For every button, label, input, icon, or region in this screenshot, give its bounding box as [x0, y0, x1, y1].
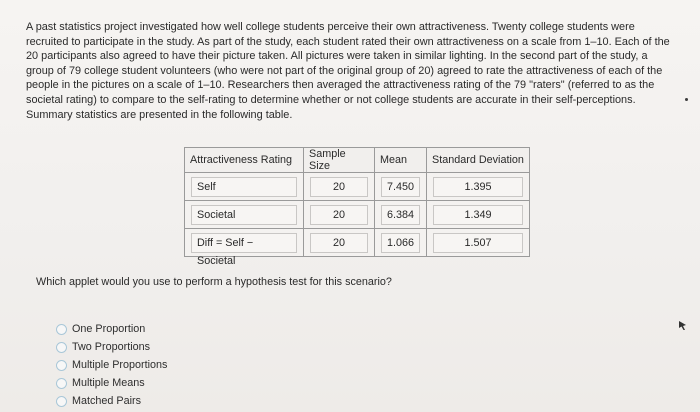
cell-sd-value: 1.349 — [433, 205, 523, 225]
option-multiple-means[interactable] — [56, 374, 167, 392]
cell-mean-value: 7.450 — [381, 177, 420, 197]
dot-icon — [685, 98, 688, 101]
option-label: Two Proportions — [72, 341, 151, 353]
cell-sd — [427, 173, 530, 201]
radio-button[interactable] — [56, 324, 67, 335]
passage-line: 20 participants also agreed to have their picture taken. All pictures were taken in similar lighting. In the second part of the study, a — [26, 50, 648, 63]
question-prompt: Which applet would you use to perform a hypothesis test for this scenario? — [36, 276, 392, 288]
passage-line: societal rating) to compare to the self-rating to determine whether or not college students are accurate in their self-perceptions. — [26, 93, 636, 106]
cell-rating — [185, 201, 304, 229]
cell-mean — [375, 173, 427, 201]
header-standard-deviation: Standard Deviation — [427, 148, 530, 173]
table-row — [185, 173, 530, 201]
summary-statistics-table — [184, 147, 530, 267]
passage-line: Summary statistics are presented in the following table. — [26, 108, 293, 121]
cell-sd-value: 1.395 — [433, 177, 523, 197]
radio-button[interactable] — [56, 396, 67, 407]
cell-sample-size-value: 20 — [310, 205, 368, 225]
cell-rating — [185, 173, 304, 201]
table-header-row — [185, 148, 530, 173]
cell-rating-value: Self — [191, 177, 297, 197]
cell-sample-size — [304, 173, 375, 201]
table-row — [185, 201, 530, 229]
cell-sd — [427, 201, 530, 229]
header-sample-size: Sample Size — [304, 148, 375, 173]
radio-button[interactable] — [56, 342, 67, 353]
cell-mean-value: 1.066 — [381, 233, 420, 253]
cell-sd-value: 1.507 — [433, 233, 523, 253]
option-multiple-proportions[interactable] — [56, 356, 167, 374]
cell-mean-value: 6.384 — [381, 205, 420, 225]
passage-line: people in the pictures on a scale of 1–10. Researchers then averaged the attractiveness rating of the 79 "raters" (referred to as the — [26, 79, 655, 92]
cell-sample-size-value: 20 — [310, 233, 368, 253]
radio-button[interactable] — [56, 378, 67, 389]
cell-rating-value: Diff = Self − Societal — [191, 233, 297, 253]
header-attractiveness-rating: Attractiveness Rating — [185, 148, 304, 173]
cell-mean — [375, 229, 427, 257]
answer-options — [56, 320, 167, 410]
scenario-passage — [26, 20, 690, 122]
option-label: Matched Pairs — [72, 395, 142, 407]
option-matched-pairs[interactable] — [56, 392, 167, 410]
passage-line: recruited to participate in the study. As part of the study, each student rated their own attractiveness on a scale from 1–10. Each of the — [26, 35, 670, 48]
option-label: Multiple Means — [72, 377, 145, 389]
cell-sample-size — [304, 201, 375, 229]
option-label: One Proportion — [72, 323, 146, 335]
cell-mean — [375, 201, 427, 229]
mouse-cursor-icon — [679, 321, 687, 330]
cell-sample-size — [304, 229, 375, 257]
header-mean: Mean — [375, 148, 427, 173]
cell-sample-size-value: 20 — [310, 177, 368, 197]
radio-button[interactable] — [56, 360, 67, 371]
table-row — [185, 229, 530, 257]
passage-line: A past statistics project investigated how well college students perceive their own attractiveness. Twenty college students were — [26, 21, 635, 33]
option-label: Multiple Proportions — [72, 359, 168, 371]
option-one-proportion[interactable] — [56, 320, 167, 338]
cell-rating — [185, 229, 304, 267]
cell-sd — [427, 229, 530, 257]
option-two-proportions[interactable] — [56, 338, 167, 356]
passage-line: group of 79 college student volunteers (who were not part of the original group of 20) agreed to rate the attractiveness of each of the — [26, 64, 663, 77]
cell-rating-value: Societal — [191, 205, 297, 225]
